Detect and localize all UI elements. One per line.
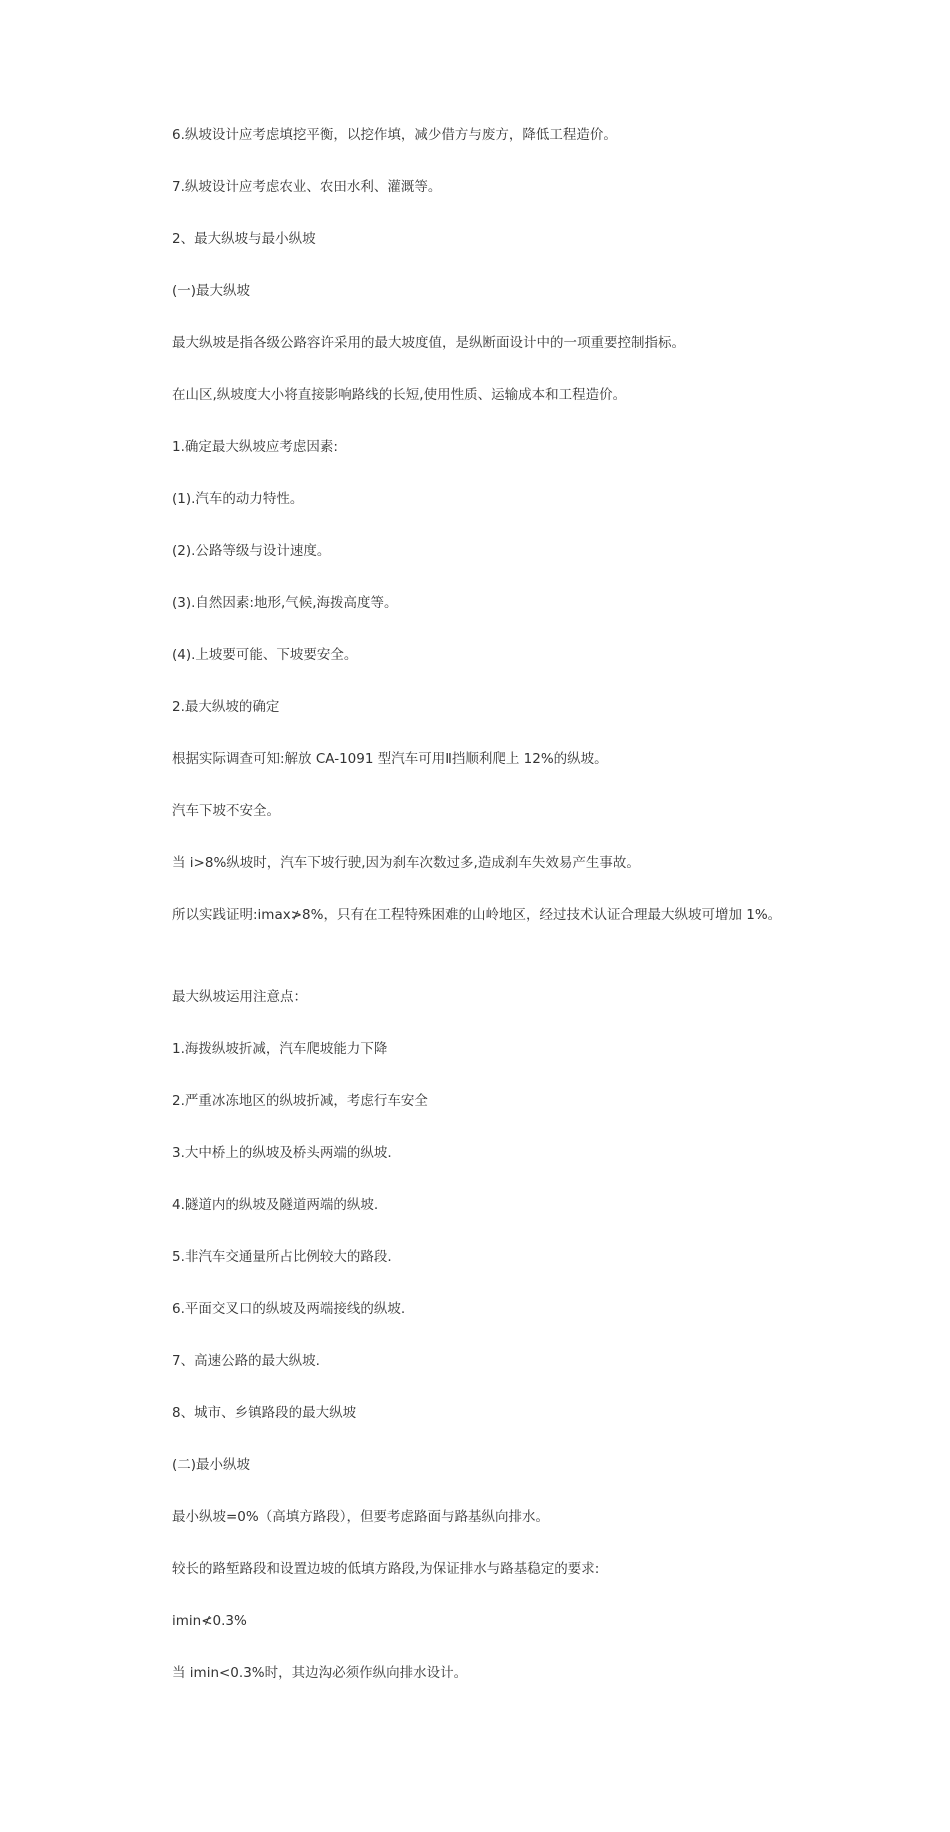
paragraph: 当 i>8%纵坡时，汽车下坡行驶,因为刹车次数过多,造成刹车失效易产生事故。 <box>172 855 640 871</box>
paragraph: 最小纵坡=0%（高填方路段），但要考虑路面与路基纵向排水。 <box>172 1509 549 1525</box>
list-item: 2.严重冰冻地区的纵坡折减，考虑行车安全 <box>172 1093 428 1109</box>
paragraph: 当 imin<0.3%时，其边沟必须作纵向排水设计。 <box>172 1665 468 1681</box>
paragraph: 1.确定最大纵坡应考虑因素: <box>172 439 338 455</box>
paragraph: 汽车下坡不安全。 <box>172 803 280 819</box>
subsection-heading: (一)最大纵坡 <box>172 283 251 299</box>
paragraph: 6.纵坡设计应考虑填挖平衡，以挖作填，减少借方与废方，降低工程造价。 <box>172 127 617 143</box>
list-item: 3.大中桥上的纵坡及桥头两端的纵坡. <box>172 1145 392 1161</box>
list-item: 6.平面交叉口的纵坡及两端接线的纵坡. <box>172 1301 406 1317</box>
paragraph: 在山区,纵坡度大小将直接影响路线的长短,使用性质、运输成本和工程造价。 <box>172 387 627 403</box>
list-item: (4).上坡要可能、下坡要安全。 <box>172 647 358 663</box>
paragraph: 根据实际调查可知:解放 CA-1091 型汽车可用Ⅱ挡顺利爬上 12%的纵坡。 <box>172 751 608 767</box>
paragraph: 2.最大纵坡的确定 <box>172 699 280 715</box>
list-item: 4.隧道内的纵坡及隧道两端的纵坡. <box>172 1197 379 1213</box>
paragraph: 7.纵坡设计应考虑农业、农田水利、灌溉等。 <box>172 179 442 195</box>
paragraph: 所以实践证明:imax≯8%，只有在工程特殊困难的山岭地区，经过技术认证合理最大纵坡可增加 1%。 <box>172 907 782 923</box>
list-item: (3).自然因素:地形,气候,海拨高度等。 <box>172 595 398 611</box>
list-item: 5.非汽车交通量所占比例较大的路段. <box>172 1249 392 1265</box>
subsection-heading: (二)最小纵坡 <box>172 1457 251 1473</box>
list-item: 1.海拨纵坡折减，汽车爬坡能力下降 <box>172 1041 388 1057</box>
paragraph: 最大纵坡是指各级公路容许采用的最大坡度值，是纵断面设计中的一项重要控制指标。 <box>172 335 685 351</box>
paragraph: imin≮0.3% <box>172 1613 247 1629</box>
paragraph: 最大纵坡运用注意点： <box>172 989 307 1005</box>
list-item: (2).公路等级与设计速度。 <box>172 543 331 559</box>
list-item: 7、高速公路的最大纵坡. <box>172 1353 320 1369</box>
list-item: 8、城市、乡镇路段的最大纵坡 <box>172 1405 357 1421</box>
list-item: (1).汽车的动力特性。 <box>172 491 304 507</box>
section-heading: 2、最大纵坡与最小纵坡 <box>172 231 316 247</box>
paragraph: 较长的路堑路段和设置边坡的低填方路段,为保证排水与路基稳定的要求: <box>172 1561 600 1577</box>
